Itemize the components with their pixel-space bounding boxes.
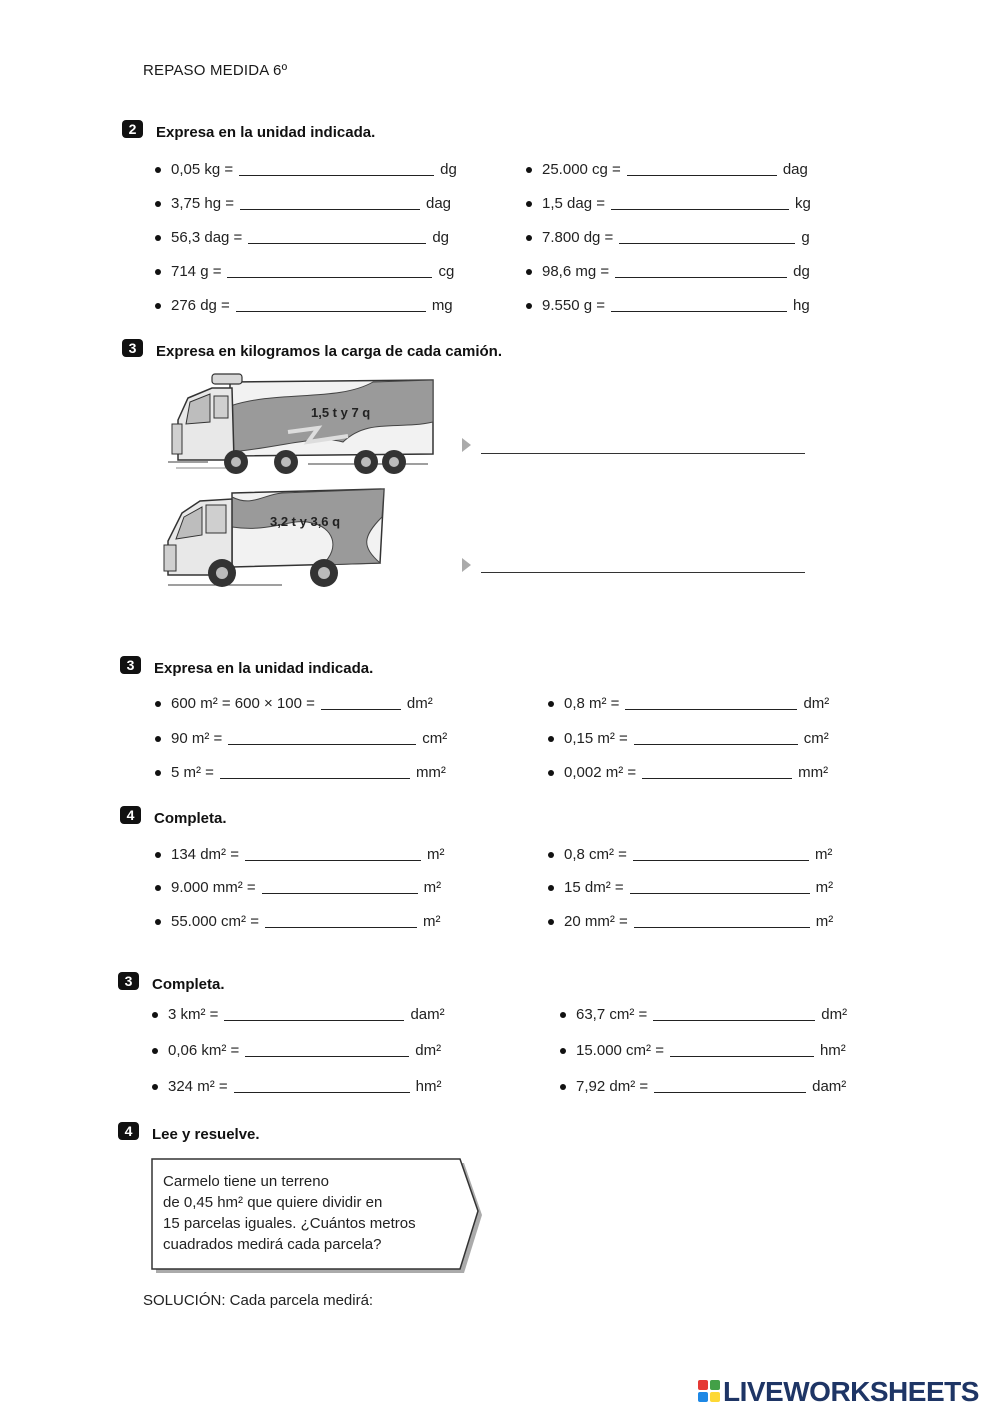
problem-line: de 0,45 hm² que quiere dividir en <box>163 1194 383 1211</box>
answer-blank[interactable] <box>262 880 418 894</box>
answer-blank[interactable] <box>245 1043 409 1057</box>
bullet-icon <box>155 303 161 309</box>
answer-blank[interactable] <box>615 264 787 278</box>
exercise-number-badge: 3 <box>118 972 139 990</box>
exercise-item: 63,7 cm² = dm² <box>560 1002 847 1024</box>
answer-blank[interactable] <box>265 914 417 928</box>
exercise-number-badge: 3 <box>120 656 141 674</box>
exercise-heading: Expresa en kilogramos la carga de cada camión. <box>156 343 502 360</box>
exercise-item: 9.550 g = hg <box>526 293 810 315</box>
answer-blank[interactable] <box>228 731 416 745</box>
bullet-icon <box>526 167 532 173</box>
exercise-heading: Lee y resuelve. <box>152 1126 260 1143</box>
exercise-item: 90 m² = cm² <box>155 726 447 748</box>
exercise-heading: Completa. <box>152 976 225 993</box>
exercise-item: 56,3 dag = dg <box>155 225 449 247</box>
truck-load-label: 3,2 t y 3,6 q <box>270 514 341 529</box>
exercise-item: 1,5 dag = kg <box>526 191 811 213</box>
exercise-item: 324 m² = hm² <box>152 1074 441 1096</box>
answer-blank[interactable] <box>481 572 805 573</box>
answer-blank[interactable] <box>220 765 410 779</box>
liveworksheets-logo-icon <box>698 1380 720 1404</box>
answer-blank[interactable] <box>227 264 432 278</box>
bullet-icon <box>155 167 161 173</box>
problem-statement <box>163 1171 463 1255</box>
bullet-icon <box>155 852 161 858</box>
bullet-icon <box>155 736 161 742</box>
problem-line: Carmelo tiene un terreno <box>163 1173 329 1190</box>
bullet-icon <box>548 885 554 891</box>
exercise-item: 7.800 dg = g <box>526 225 810 247</box>
truck-illustration <box>168 372 440 478</box>
arrow-icon <box>462 558 471 572</box>
exercise-item: 55.000 cm² = m² <box>155 909 440 931</box>
exercise-item: 276 dg = mg <box>155 293 453 315</box>
answer-blank[interactable] <box>321 696 401 710</box>
answer-blank[interactable] <box>642 765 792 779</box>
exercise-item: 9.000 mm² = m² <box>155 875 441 897</box>
bullet-icon <box>152 1048 158 1054</box>
answer-blank[interactable] <box>611 196 789 210</box>
answer-blank[interactable] <box>670 1043 814 1057</box>
answer-blank[interactable] <box>234 1079 410 1093</box>
answer-blank[interactable] <box>239 162 434 176</box>
problem-line: 15 parcelas iguales. ¿Cuántos metros <box>163 1215 416 1232</box>
exercise-item: 0,002 m² = mm² <box>548 760 828 782</box>
answer-blank[interactable] <box>236 298 426 312</box>
exercise-item: 3,75 hg = dag <box>155 191 451 213</box>
bullet-icon <box>526 201 532 207</box>
answer-blank[interactable] <box>654 1079 806 1093</box>
exercise-item: 134 dm² = m² <box>155 842 444 864</box>
bullet-icon <box>526 235 532 241</box>
brand-name: LIVEWORKSHEETS <box>723 1376 979 1407</box>
exercise-item: 20 mm² = m² <box>548 909 833 931</box>
answer-blank[interactable] <box>633 847 809 861</box>
answer-blank[interactable] <box>248 230 426 244</box>
answer-blank[interactable] <box>630 880 810 894</box>
bullet-icon <box>155 919 161 925</box>
exercise-item: 5 m² = mm² <box>155 760 446 782</box>
problem-line: cuadrados medirá cada parcela? <box>163 1236 382 1253</box>
bullet-icon <box>155 201 161 207</box>
exercise-number-badge: 2 <box>122 120 143 138</box>
exercise-item: 98,6 mg = dg <box>526 259 810 281</box>
exercise-item: 0,8 m² = dm² <box>548 691 829 713</box>
exercise-number-badge: 4 <box>118 1122 139 1140</box>
bullet-icon <box>548 919 554 925</box>
bullet-icon <box>152 1012 158 1018</box>
bullet-icon <box>548 770 554 776</box>
page-title: REPASO MEDIDA 6º <box>143 62 288 79</box>
answer-blank[interactable] <box>224 1007 404 1021</box>
bullet-icon <box>548 852 554 858</box>
exercise-item: 3 km² = dam² <box>152 1002 445 1024</box>
bullet-icon <box>560 1084 566 1090</box>
answer-blank[interactable] <box>627 162 777 176</box>
solution-prompt: SOLUCIÓN: Cada parcela medirá: <box>143 1292 374 1309</box>
answer-blank[interactable] <box>245 847 421 861</box>
exercise-item: 0,06 km² = dm² <box>152 1038 441 1060</box>
answer-blank[interactable] <box>653 1007 815 1021</box>
exercise-item: 600 m² = 600 × 100 = dm² <box>155 691 433 713</box>
answer-blank[interactable] <box>481 453 805 454</box>
bullet-icon <box>152 1084 158 1090</box>
exercise-heading: Expresa en la unidad indicada. <box>154 660 374 677</box>
exercise-number-badge: 4 <box>120 806 141 824</box>
bullet-icon <box>155 701 161 707</box>
brand-logo <box>698 1377 979 1407</box>
exercise-item: 714 g = cg <box>155 259 454 281</box>
bullet-icon <box>155 269 161 275</box>
exercise-item: 25.000 cg = dag <box>526 157 808 179</box>
exercise-item: 15.000 cm² = hm² <box>560 1038 846 1060</box>
truck-illustration <box>162 487 402 591</box>
bullet-icon <box>548 701 554 707</box>
truck-load-label: 1,5 t y 7 q <box>311 405 371 420</box>
exercise-item: 0,8 cm² = m² <box>548 842 832 864</box>
answer-blank[interactable] <box>611 298 787 312</box>
exercise-item: 0,05 kg = dg <box>155 157 457 179</box>
exercise-item: 15 dm² = m² <box>548 875 833 897</box>
exercise-item: 7,92 dm² = dam² <box>560 1074 846 1096</box>
answer-blank[interactable] <box>619 230 795 244</box>
bullet-icon <box>560 1012 566 1018</box>
bullet-icon <box>548 736 554 742</box>
answer-blank[interactable] <box>625 696 797 710</box>
bullet-icon <box>526 303 532 309</box>
answer-blank[interactable] <box>634 914 810 928</box>
answer-blank[interactable] <box>240 196 420 210</box>
answer-blank[interactable] <box>634 731 798 745</box>
bullet-icon <box>155 885 161 891</box>
bullet-icon <box>155 235 161 241</box>
bullet-icon <box>560 1048 566 1054</box>
exercise-heading: Expresa en la unidad indicada. <box>156 124 376 141</box>
exercise-heading: Completa. <box>154 810 227 827</box>
exercise-number-badge: 3 <box>122 339 143 357</box>
bullet-icon <box>155 770 161 776</box>
bullet-icon <box>526 269 532 275</box>
exercise-item: 0,15 m² = cm² <box>548 726 829 748</box>
arrow-icon <box>462 438 471 452</box>
